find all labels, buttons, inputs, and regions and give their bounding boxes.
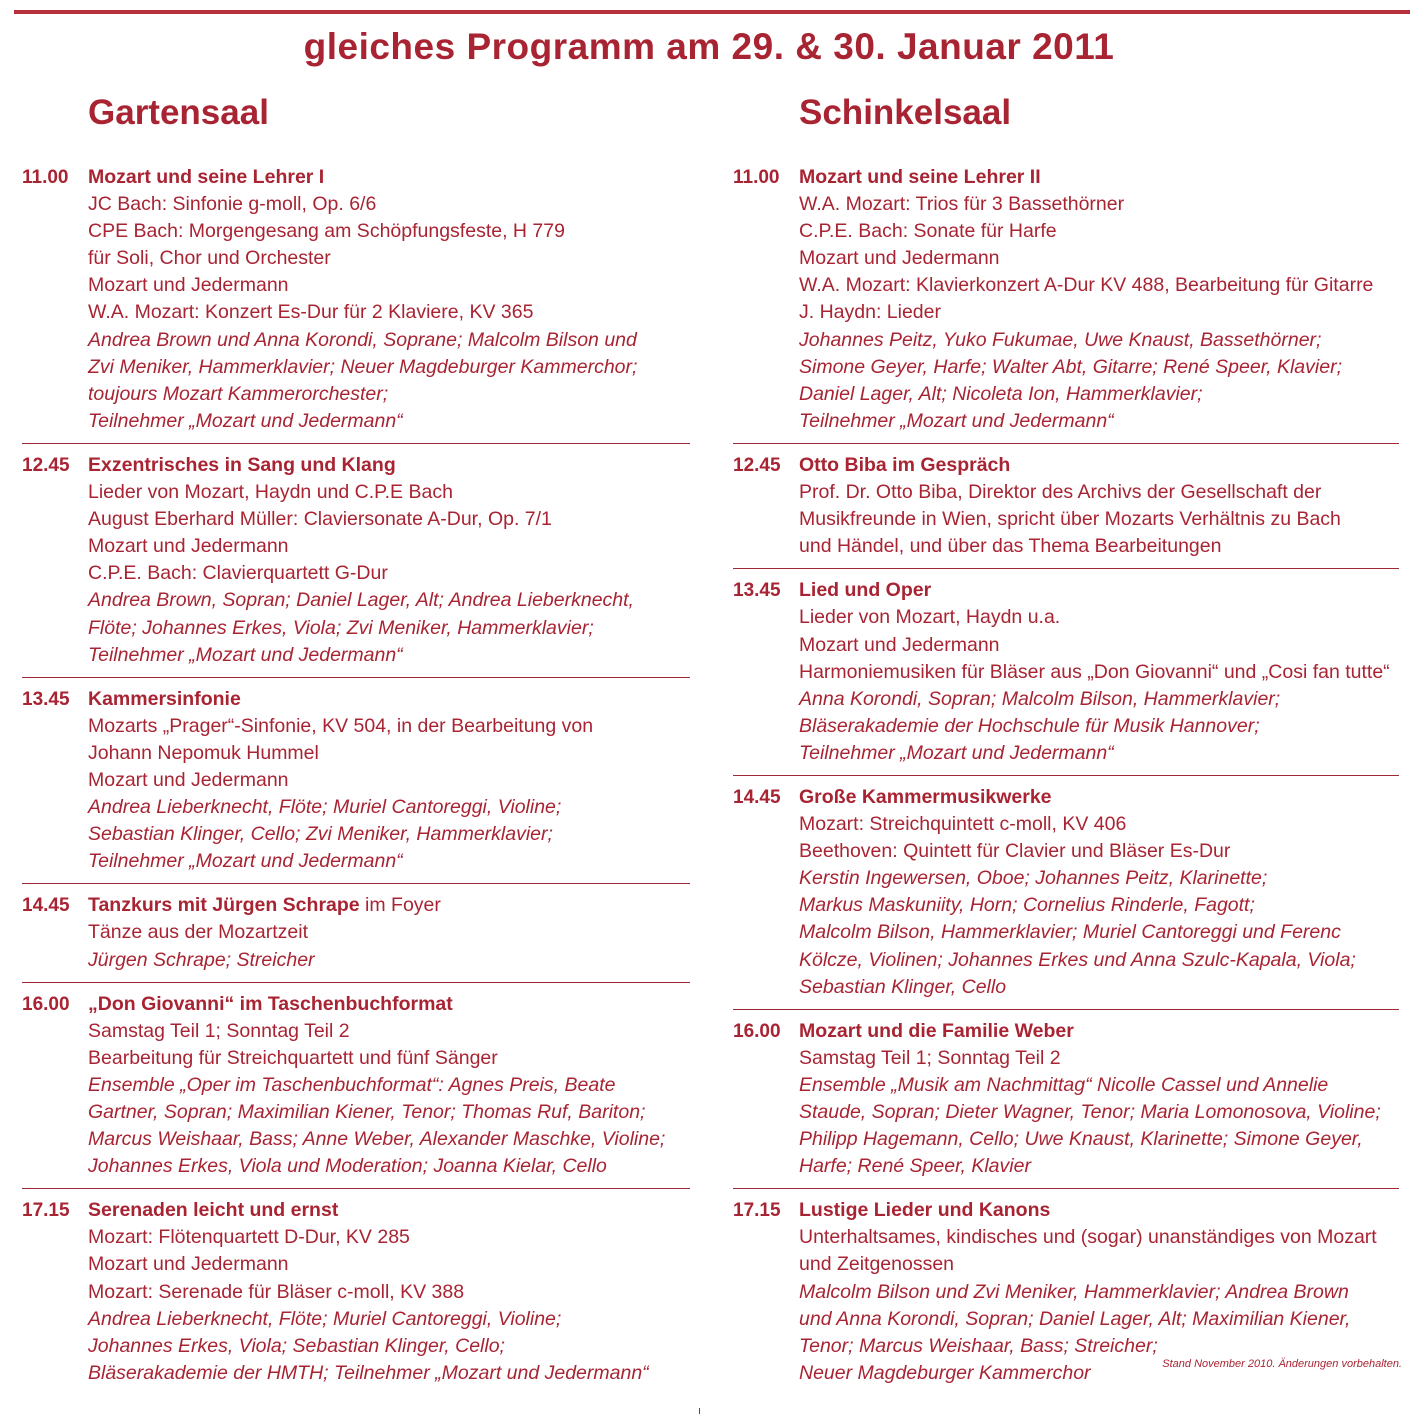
program-title-text: Lied und Oper	[799, 579, 932, 602]
program-performers: Andrea Lieberknecht, Flöte; Muriel Cantoreggi, Violine;	[88, 796, 562, 819]
program-time: 11.00	[22, 167, 69, 188]
program-title	[88, 452, 690, 479]
program-work: Samstag Teil 1; Sonntag Teil 2	[799, 1046, 1061, 1069]
program-performers: Bläserakademie der HMTH; Teilnehmer „Mozart und Jedermann“	[88, 1361, 649, 1384]
program-work: Mozart und Jedermann	[88, 535, 289, 558]
program-work: August Eberhard Müller: Claviersonate A-Dur, Op. 7/1	[88, 508, 552, 531]
program-item	[22, 892, 690, 982]
program-performers: Kerstin Ingewersen, Oboe; Johannes Peitz, Klarinette;	[799, 867, 1268, 890]
program-title	[799, 1018, 1399, 1045]
event-list	[733, 164, 1399, 1395]
program-performers: Teilnehmer „Mozart und Jedermann“	[799, 409, 1114, 432]
program-work: Mozart: Serenade für Bläser c-moll, KV 388	[88, 1280, 465, 1303]
program-work: Mozart: Flötenquartett D-Dur, KV 285	[88, 1226, 410, 1249]
program-title	[88, 991, 690, 1018]
event-list	[22, 164, 690, 1395]
program-title-text: Lustige Lieder und Kanons	[799, 1199, 1051, 1222]
program-item	[733, 164, 1399, 444]
program-title	[799, 784, 1399, 811]
program-work: Mozart und Jedermann	[88, 768, 289, 791]
program-time: 13.45	[22, 688, 70, 710]
program-performers: Malcolm Bilson und Zvi Meniker, Hammerklavier; Andrea Brown	[799, 1280, 1349, 1303]
program-work: Beethoven: Quintett für Clavier und Bläser Es-Dur	[799, 840, 1231, 863]
program-details	[88, 452, 690, 669]
program-details	[799, 452, 1399, 560]
program-work: Mozart und Jedermann	[799, 247, 1000, 270]
program-work: Mozarts „Prager“-Sinfonie, KV 504, in der Bearbeitung von	[88, 714, 594, 737]
program-item	[22, 1197, 690, 1395]
program-title-text: Große Kammermusikwerke	[799, 785, 1052, 808]
program-item	[22, 452, 690, 678]
program-title	[799, 452, 1399, 479]
program-work: W.A. Mozart: Konzert Es-Dur für 2 Klaviere, KV 365	[88, 301, 534, 324]
program-work: für Soli, Chor und Orchester	[88, 247, 331, 270]
program-item	[733, 577, 1399, 776]
program-performers: Jürgen Schrape; Streicher	[88, 948, 315, 971]
program-work: und Zeitgenossen	[799, 1253, 955, 1276]
program-performers: Johannes Peitz, Yuko Fukumae, Uwe Knaust, Bassethörner;	[799, 328, 1322, 351]
program-time: 17.15	[22, 1200, 70, 1222]
program-performers: Philipp Hagemann, Cello; Uwe Knaust, Klarinette; Simone Geyer,	[799, 1128, 1363, 1151]
program-item	[22, 686, 690, 885]
program-item	[733, 1018, 1399, 1190]
program-work: Mozart und Jedermann	[88, 274, 289, 297]
program-performers: Marcus Weishaar, Bass; Anne Weber, Alexander Maschke, Violine;	[88, 1128, 666, 1151]
fold-mark	[699, 1408, 700, 1414]
program-title-text: Mozart und die Familie Weber	[799, 1019, 1074, 1042]
program-performers: Teilnehmer „Mozart und Jedermann“	[88, 409, 403, 432]
program-time: 16.00	[22, 993, 70, 1015]
program-title-text: Exzentrisches in Sang und Klang	[88, 453, 396, 476]
program-title	[799, 1197, 1399, 1224]
program-work: Lieder von Mozart, Haydn u.a.	[799, 606, 1061, 629]
program-work: JC Bach: Sinfonie g-moll, Op. 6/6	[88, 193, 377, 216]
program-performers: Anna Korondi, Sopran; Malcolm Bilson, Hammerklavier;	[799, 687, 1281, 710]
program-performers: Markus Maskuniity, Horn; Cornelius Rinderle, Fagott;	[799, 894, 1255, 917]
program-work: CPE Bach: Morgengesang am Schöpfungsfeste, H 779	[88, 220, 565, 243]
program-title-text: Mozart und seine Lehrer I	[88, 166, 325, 188]
program-performers: Neuer Magdeburger Kammerchor	[799, 1361, 1091, 1384]
program-work: Harmoniemusiken für Bläser aus „Don Giovanni“ und „Cosi fan tutte“	[799, 660, 1390, 683]
program-time: 12.45	[733, 454, 781, 476]
program-title-text: Serenaden leicht und ernst	[88, 1199, 339, 1222]
program-performers: Daniel Lager, Alt; Nicoleta Ion, Hammerklavier;	[799, 382, 1203, 405]
program-item	[22, 991, 690, 1190]
program-title-text: Otto Biba im Gespräch	[799, 453, 1011, 476]
program-details	[799, 164, 1399, 435]
page-title: gleiches Programm am 29. & 30. Januar 2011	[303, 26, 1115, 67]
program-details	[88, 892, 690, 973]
program-performers: Teilnehmer „Mozart und Jedermann“	[88, 850, 403, 873]
program-performers: Johannes Erkes, Viola; Sebastian Klinger, Cello;	[88, 1334, 505, 1357]
program-details	[799, 1018, 1399, 1181]
program-work: Johann Nepomuk Hummel	[88, 741, 319, 764]
program-work: Prof. Dr. Otto Biba, Direktor des Archivs der Gesellschaft der	[799, 481, 1322, 504]
program-title-text: Tanzkurs mit Jürgen Schrape	[88, 894, 360, 917]
hall-heading: Gartensaal	[88, 93, 269, 132]
program-performers: Bläserakademie der Hochschule für Musik Hannover;	[799, 714, 1260, 737]
program-work: C.P.E. Bach: Sonate für Harfe	[799, 220, 1057, 243]
column-gartensaal	[22, 88, 690, 1403]
program-performers: Simone Geyer, Harfe; Walter Abt, Gitarre; René Speer, Klavier;	[799, 355, 1342, 378]
program-performers: Zvi Meniker, Hammerklavier; Neuer Magdeburger Kammerchor;	[88, 355, 638, 378]
program-time: 14.45	[22, 895, 70, 917]
program-title	[88, 892, 690, 919]
program-performers: Malcolm Bilson, Hammerklavier; Muriel Cantoreggi und Ferenc	[799, 921, 1341, 944]
program-item	[22, 164, 690, 444]
program-performers: Kölcze, Violinen; Johannes Erkes und Anna Szulc-Kapala, Viola;	[799, 948, 1356, 971]
column-schinkelsaal	[733, 88, 1399, 1403]
program-work: Bearbeitung für Streichquartett und fünf Sänger	[88, 1046, 498, 1069]
program-title	[88, 1197, 690, 1224]
program-time: 13.45	[733, 580, 781, 602]
program-performers: Teilnehmer „Mozart und Jedermann“	[799, 741, 1114, 764]
program-performers: Johannes Erkes, Viola und Moderation; Joanna Kielar, Cello	[88, 1155, 607, 1178]
program-performers: Andrea Brown und Anna Korondi, Soprane; Malcolm Bilson und	[88, 328, 637, 351]
program-work: W.A. Mozart: Trios für 3 Bassethörner	[799, 193, 1125, 216]
program-performers: und Anna Korondi, Sopran; Daniel Lager, Alt; Maximilian Kiener,	[799, 1307, 1351, 1330]
program-details	[88, 686, 690, 876]
program-work: Mozart und Jedermann	[799, 633, 1000, 656]
program-performers: Tenor; Marcus Weishaar, Bass; Streicher;	[799, 1334, 1158, 1357]
program-time: 17.15	[733, 1200, 781, 1222]
program-details	[88, 1197, 690, 1387]
program-details	[799, 784, 1399, 1001]
program-performers: Ensemble „Musik am Nachmittag“ Nicolle Cassel und Annelie	[799, 1073, 1329, 1096]
program-performers: Ensemble „Oper im Taschenbuchformat“: Agnes Preis, Beate	[88, 1073, 616, 1096]
program-performers: toujours Mozart Kammerorchester;	[88, 382, 389, 405]
program-work: Musikfreunde in Wien, spricht über Mozarts Verhältnis zu Bach	[799, 508, 1341, 531]
program-performers: Flöte; Johannes Erkes, Viola; Zvi Meniker, Hammerklavier;	[88, 616, 594, 639]
program-title-text: Kammersinfonie	[88, 687, 241, 710]
program-time: 11.00	[733, 167, 780, 188]
program-time: 16.00	[733, 1020, 781, 1042]
program-details	[88, 991, 690, 1181]
program-title	[799, 164, 1399, 191]
program-work: Mozart und Jedermann	[88, 1253, 289, 1276]
program-performers: Teilnehmer „Mozart und Jedermann“	[88, 643, 403, 666]
program-item	[733, 784, 1399, 1010]
hall-heading: Schinkelsaal	[799, 93, 1012, 132]
program-performers: Harfe; René Speer, Klavier	[799, 1155, 1031, 1178]
program-time: 12.45	[22, 454, 70, 476]
program-title	[88, 164, 690, 191]
program-work: Unterhaltsames, kindisches und (sogar) unanständiges von Mozart	[799, 1226, 1377, 1249]
program-details	[88, 164, 690, 435]
program-work: und Händel, und über das Thema Bearbeitungen	[799, 535, 1222, 558]
program-title-text: „Don Giovanni“ im Taschenbuchformat	[88, 992, 453, 1015]
program-work: C.P.E. Bach: Clavierquartett G-Dur	[88, 562, 388, 585]
program-performers: Andrea Lieberknecht, Flöte; Muriel Cantoreggi, Violine;	[88, 1307, 562, 1330]
program-details	[799, 577, 1399, 767]
program-work: Samstag Teil 1; Sonntag Teil 2	[88, 1019, 350, 1042]
program-location: im Foyer	[359, 894, 441, 917]
footnote: Stand November 2010. Änderungen vorbehalten.	[1162, 1358, 1402, 1370]
program-work: J. Haydn: Lieder	[799, 301, 941, 324]
program-time: 14.45	[733, 786, 781, 808]
program-item	[733, 452, 1399, 569]
program-performers: Andrea Brown, Sopran; Daniel Lager, Alt; Andrea Lieberknecht,	[88, 589, 634, 612]
program-title-text: Mozart und seine Lehrer II	[799, 166, 1041, 188]
program-work: Mozart: Streichquintett c-moll, KV 406	[799, 813, 1127, 836]
program-performers: Sebastian Klinger, Cello; Zvi Meniker, Hammerklavier;	[88, 823, 553, 846]
program-work: W.A. Mozart: Klavierkonzert A-Dur KV 488, Bearbeitung für Gitarre	[799, 274, 1374, 297]
program-performers: Gartner, Sopran; Maximilian Kiener, Tenor; Thomas Ruf, Bariton;	[88, 1101, 646, 1123]
top-rule	[14, 10, 1410, 14]
program-title	[799, 577, 1399, 604]
program-work: Lieder von Mozart, Haydn und C.P.E Bach	[88, 481, 453, 504]
program-performers: Staude, Sopran; Dieter Wagner, Tenor; Maria Lomonosova, Violine;	[799, 1101, 1381, 1123]
program-work: Tänze aus der Mozartzeit	[88, 921, 309, 944]
program-title	[88, 686, 690, 713]
program-performers: Sebastian Klinger, Cello	[799, 975, 1007, 998]
